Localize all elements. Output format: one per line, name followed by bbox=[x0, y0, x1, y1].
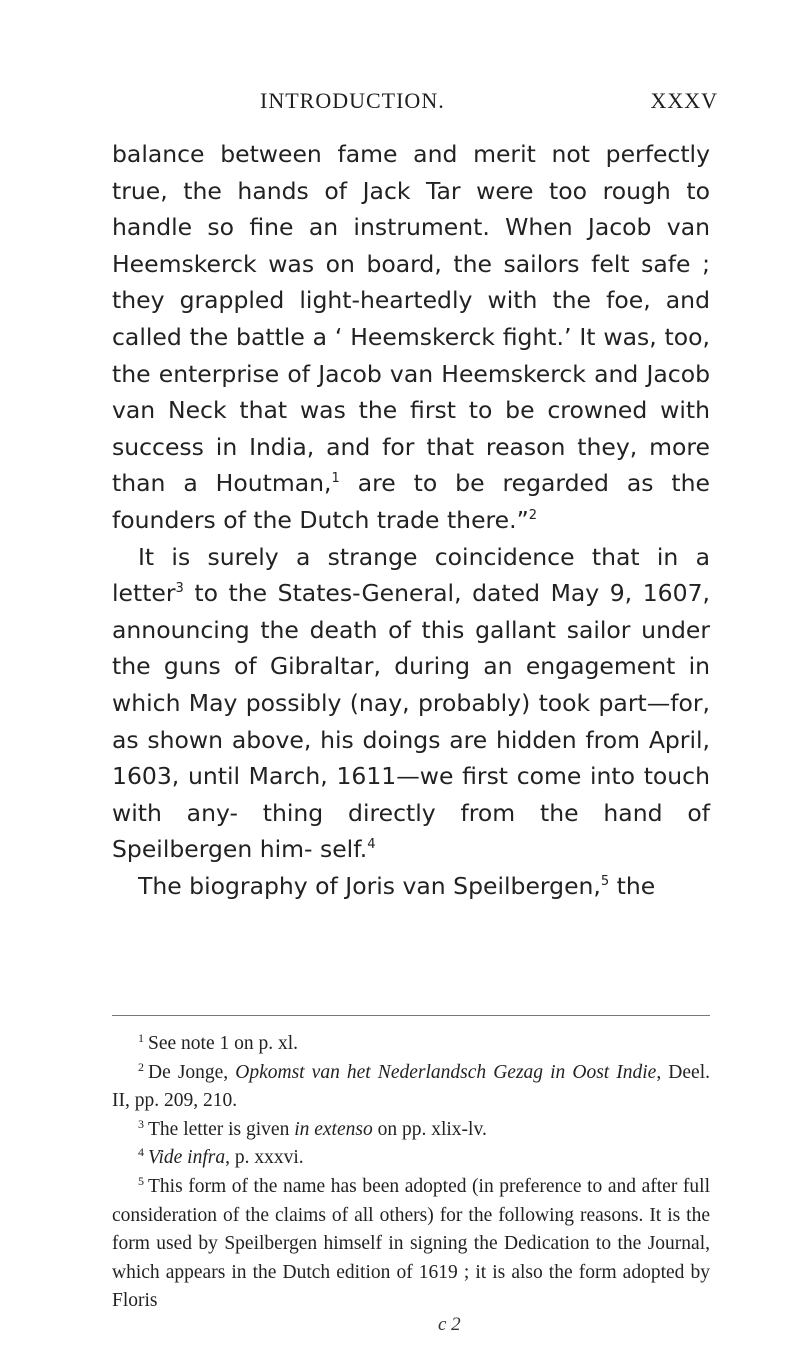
footnote-5-text: This form of the name has been adopted (in preference to and after full consideration of the claims of all others) for the following reasons. It is the form used by Speilbergen himself in signing the Dedication to the Journal, which appears in the Dutch edition of 1619 ; it is also the form adopted by Floris bbox=[112, 1175, 710, 1312]
footnote-2-title: Opkomst van het Nederlandsch Gezag in Oost Indie bbox=[235, 1061, 657, 1083]
footnote-1 bbox=[112, 1030, 710, 1059]
footnote-4-mark: 4 bbox=[138, 1145, 144, 1160]
footnote-1-text: See note 1 on p. xl. bbox=[148, 1033, 299, 1054]
paragraph-1-text: balance between fame and merit not perfectly true, the hands of Jack Tar were too rough to handle so fine an instrument. When Jacob van Heemskerck was on board, the sailors felt safe ; they grappled light-heartedly with the foe, and called the battle a ‘ Heemskerck fight.’ It was, too, the enterprise of Jacob van Heemskerck and Jacob van Neck that was the first to be crowned with success in India, and for that reason they, more than a Houtman, bbox=[112, 140, 710, 498]
footnote-4-text-b: , p. xxxvi. bbox=[225, 1147, 304, 1169]
paragraph-1 bbox=[112, 136, 710, 539]
footnote-4 bbox=[112, 1144, 710, 1173]
footnote-4-italic: Vide infra bbox=[148, 1147, 226, 1169]
footnote-ref-2: 2 bbox=[528, 507, 538, 523]
paragraph-2 bbox=[112, 539, 710, 868]
page-number: XXXV bbox=[650, 88, 718, 113]
running-header bbox=[0, 88, 800, 118]
footnote-2-text-a: De Jonge, bbox=[148, 1061, 236, 1083]
footnote-2-mark: 2 bbox=[138, 1059, 144, 1074]
main-text bbox=[112, 136, 710, 904]
footnote-divider bbox=[112, 1015, 710, 1016]
footnote-3-text-b: on pp. xlix-lv. bbox=[372, 1118, 487, 1140]
footnote-ref-5: 5 bbox=[600, 873, 610, 889]
footnote-3-mark: 3 bbox=[138, 1116, 144, 1131]
paragraph-3-text-b: the bbox=[609, 871, 656, 900]
footnote-5 bbox=[112, 1173, 710, 1316]
paragraph-2-text-a: It is surely a strange coincidence that in a letter bbox=[112, 542, 710, 608]
footnote-2 bbox=[112, 1059, 710, 1116]
footnote-ref-1: 1 bbox=[331, 471, 340, 487]
paragraph-3-text-a: The biography of Joris van Speilbergen, bbox=[138, 871, 601, 900]
signature-mark: c 2 bbox=[438, 1314, 461, 1335]
paragraph-3 bbox=[112, 868, 710, 905]
footnote-1-mark: 1 bbox=[138, 1031, 144, 1045]
running-title: INTRODUCTION. bbox=[260, 88, 445, 113]
footnote-2-text-b: , Deel. II, pp. 209, 210. bbox=[112, 1061, 710, 1112]
footnote-3-text-a: The letter is given bbox=[148, 1118, 295, 1140]
footnote-ref-3: 3 bbox=[175, 581, 184, 597]
footnotes bbox=[112, 1030, 710, 1316]
paragraph-2-text-b: to the States-General, dated May 9, 1607, announcing the death of this gallant sailor under the guns of Gibraltar, during an engagement in which May possibly (nay, probably) took part—for, as shown above, his doings are hidden from April, 1603, until March, 1611—we first come into touch with any- thing directly from the hand of Speilbergen him- self. bbox=[112, 579, 710, 864]
paragraph-1-text-b: are to be regarded as the founders of the Dutch trade there.” bbox=[112, 469, 710, 534]
footnote-3-italic: in extenso bbox=[294, 1118, 373, 1140]
footnote-ref-4: 4 bbox=[367, 837, 376, 853]
footnote-5-mark: 5 bbox=[138, 1173, 144, 1188]
footnote-3 bbox=[112, 1116, 710, 1145]
